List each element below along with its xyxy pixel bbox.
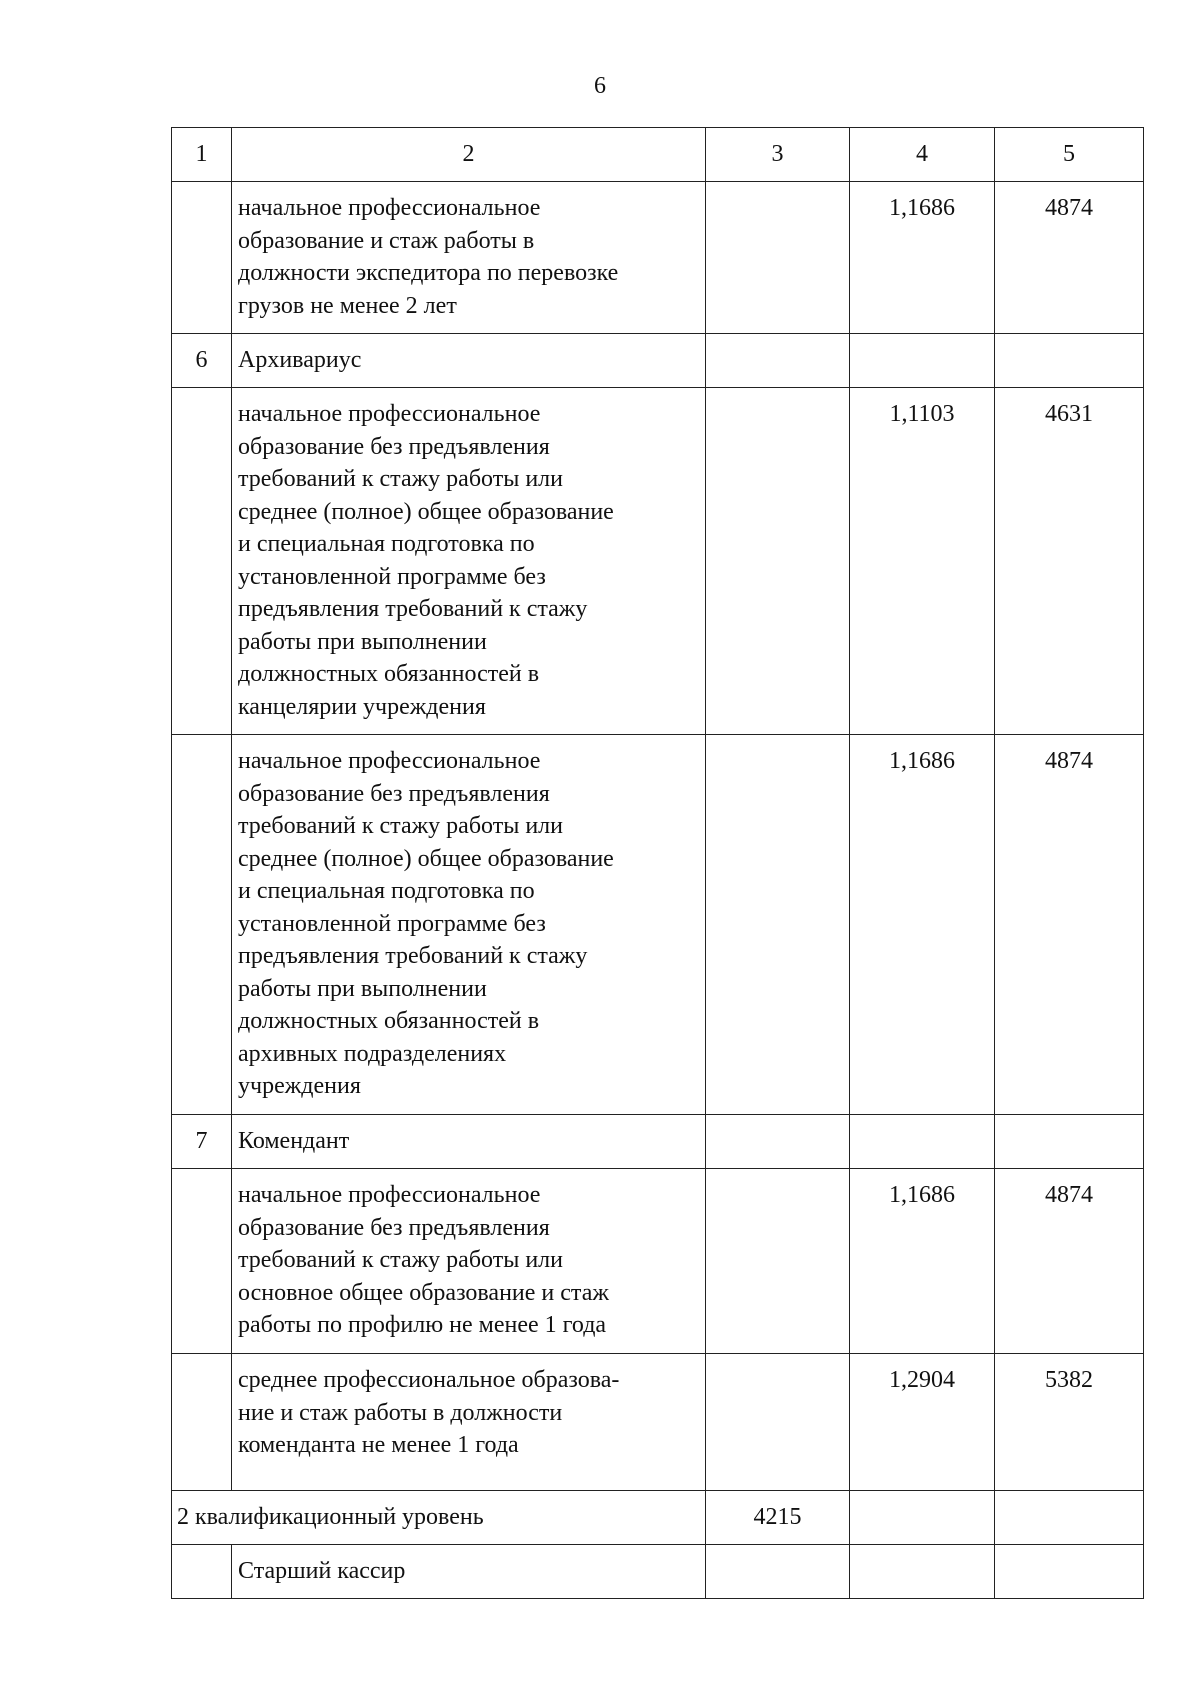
description-line: установленной программе без: [238, 910, 546, 937]
position-title-cell: [232, 1115, 706, 1169]
col3-cell: [706, 1354, 850, 1491]
coefficient-cell: 1,1686: [850, 735, 995, 1115]
description-line: и специальная подготовка по: [238, 878, 535, 904]
row-number-cell: [172, 388, 232, 735]
salary-cell: [995, 1545, 1144, 1599]
position-title-cell: [232, 334, 706, 388]
description-line: образование без предъявления: [238, 1214, 550, 1241]
description-line: работы по профилю не менее 1 года: [238, 1312, 607, 1338]
qualification-level-label: 2 квалификационный уровень: [172, 1491, 706, 1545]
description-line: предъявления требований к стажу: [238, 596, 588, 622]
salary-cell: 4874: [995, 735, 1144, 1115]
salary-cell: [995, 1491, 1144, 1545]
col3-cell: [706, 735, 850, 1115]
col3-cell: [706, 1169, 850, 1354]
header-col-4: 4: [850, 128, 995, 182]
description-line: начальное профессиональное: [238, 195, 541, 221]
description-line: требований к стажу работы или: [238, 813, 563, 839]
description-line: учреждения: [238, 1073, 361, 1099]
description-line: предъявления требований к стажу: [238, 943, 588, 969]
salary-cell: 4631: [995, 388, 1144, 735]
description-line: начальное профессиональное: [238, 1182, 541, 1208]
table-header-row: [172, 128, 1144, 182]
description-cell: [232, 1354, 706, 1491]
header-col-5: 5: [995, 128, 1144, 182]
col3-cell: [706, 1545, 850, 1599]
description-line: канцелярии учреждения: [238, 693, 486, 720]
description-line: требований к стажу работы или: [238, 466, 563, 492]
row-number-cell: [172, 1545, 232, 1599]
col3-cell: [706, 388, 850, 735]
description-line: должностных обязанностей в: [238, 661, 540, 687]
table-row: [172, 735, 1144, 1115]
row-number-cell: [172, 182, 232, 334]
description-line: архивных подразделениях: [238, 1040, 507, 1067]
description-cell: [232, 388, 706, 735]
page-number: 6: [594, 73, 606, 99]
base-salary-cell: 4215: [706, 1491, 850, 1545]
table-row: [172, 1545, 1144, 1599]
table-row: [172, 388, 1144, 735]
description-line: коменданта не менее 1 года: [238, 1432, 519, 1458]
row-number-cell: [172, 735, 232, 1115]
coefficient-cell: 1,1686: [850, 182, 995, 334]
description-cell: [232, 735, 706, 1115]
header-col-2: 2: [232, 128, 706, 182]
coefficient-cell: 1,2904: [850, 1354, 995, 1491]
description-line: грузов не менее 2 лет: [238, 292, 457, 319]
description-line: начальное профессиональное: [238, 748, 541, 774]
description-line: установленной программе без: [238, 563, 546, 590]
description-line: работы при выполнении: [238, 628, 487, 655]
coefficient-cell: [850, 1115, 995, 1169]
description-line: среднее профессиональное образова-: [238, 1367, 620, 1393]
table-row: [172, 1115, 1144, 1169]
description-line: образование без предъявления: [238, 433, 550, 460]
description-line: образование без предъявления: [238, 780, 550, 807]
row-number-cell: 6: [172, 334, 232, 388]
qualification-level-row: [172, 1491, 1144, 1545]
coefficient-cell: [850, 334, 995, 388]
description-line: образование и стаж работы в: [238, 227, 535, 254]
col3-cell: [706, 334, 850, 388]
col3-cell: [706, 182, 850, 334]
row-number-cell: [172, 1354, 232, 1491]
coefficient-cell: 1,1103: [850, 388, 995, 735]
description-line: должности экспедитора по перевозке: [238, 260, 619, 286]
qualification-table: [171, 127, 1144, 1599]
table-row: [172, 1169, 1144, 1354]
description-line: должностных обязанностей в: [238, 1008, 540, 1034]
description-line: работы при выполнении: [238, 975, 487, 1002]
table-row: [172, 334, 1144, 388]
table-row: [172, 1354, 1144, 1491]
description-line: и специальная подготовка по: [238, 531, 535, 557]
salary-cell: 4874: [995, 1169, 1144, 1354]
coefficient-cell: 1,1686: [850, 1169, 995, 1354]
description-line: среднее (полное) общее образование: [238, 845, 614, 872]
description-line: требований к стажу работы или: [238, 1247, 563, 1273]
salary-cell: 4874: [995, 182, 1144, 334]
salary-cell: 5382: [995, 1354, 1144, 1491]
description-line: ние и стаж работы в должности: [238, 1399, 563, 1426]
table-row: [172, 182, 1144, 334]
description-line: начальное профессиональное: [238, 401, 541, 427]
position-title-cell: Старший кассир: [232, 1545, 706, 1599]
salary-cell: [995, 334, 1144, 388]
description-line: Комендант: [238, 1128, 350, 1154]
coefficient-cell: [850, 1545, 995, 1599]
col3-cell: [706, 1115, 850, 1169]
coefficient-cell: [850, 1491, 995, 1545]
description-line: Архивариус: [238, 347, 362, 373]
row-number-cell: [172, 1169, 232, 1354]
header-col-1: 1: [172, 128, 232, 182]
salary-cell: [995, 1115, 1144, 1169]
description-line: среднее (полное) общее образование: [238, 498, 614, 525]
row-number-cell: 7: [172, 1115, 232, 1169]
description-cell: [232, 1169, 706, 1354]
description-cell: [232, 182, 706, 334]
description-line: основное общее образование и стаж: [238, 1279, 609, 1306]
header-col-3: 3: [706, 128, 850, 182]
